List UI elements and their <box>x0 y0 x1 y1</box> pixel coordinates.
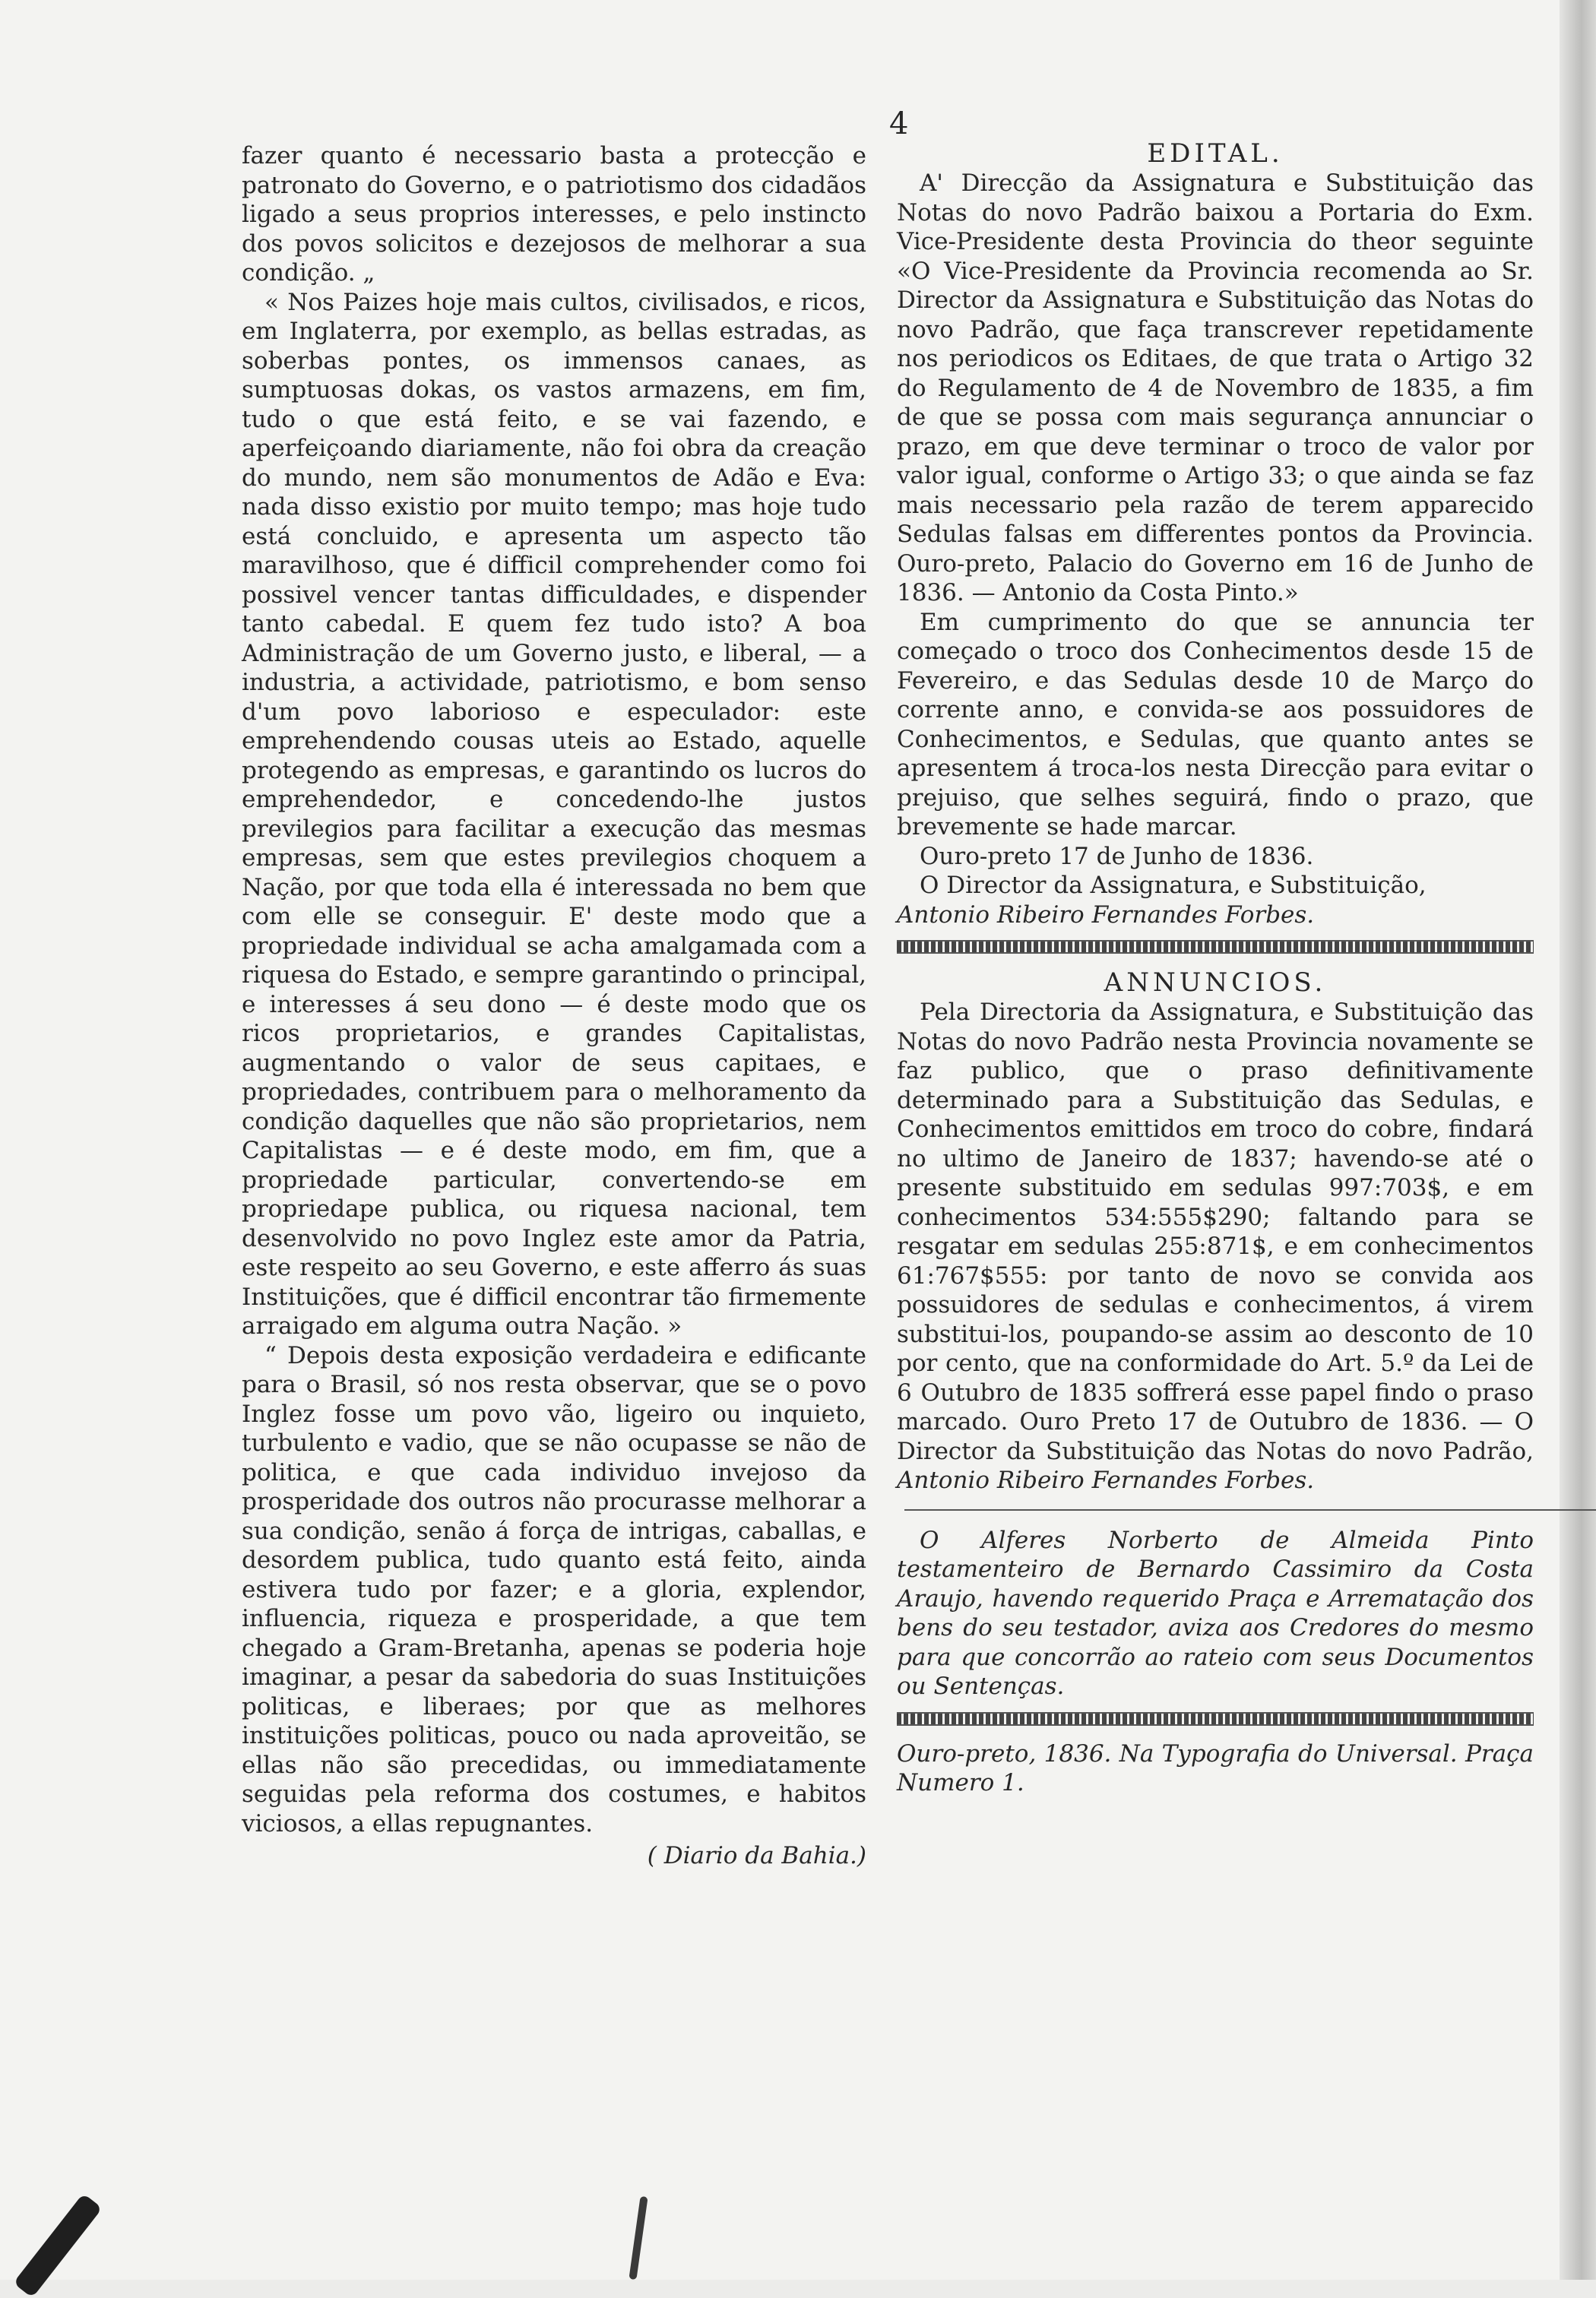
printer-imprint: Ouro-preto, 1836. Na Typografia do Universal. Praça Numero 1. <box>897 1739 1534 1796</box>
pen-tip-artifact <box>13 2193 103 2298</box>
page-number: 4 <box>889 106 909 141</box>
edital-signer-title: O Director da Assignatura, e Substituição, <box>920 872 1427 899</box>
imprint-divider <box>897 1712 1534 1726</box>
article-paragraph: « Nos Paizes hoje mais cultos, civilisados, e ricos, em Inglaterra, por exemplo, as bellas estradas, as soberbas pontes, os immensos canaes, as sumptuosas dokas, os vastos armazens, em fim, tudo o que está feito, e se vai fazendo, e aperfeiçoando diariamente, não foi obra da creação do mundo, nem são monumentos de Adão e Eva: nada disso existio por muito tempo; mas hoje tudo está concluido, e apresenta um aspecto tão maravilhoso, que é difficil comprehender como foi possivel vencer tantas difficuldades, e dispender tanto cabedal. E quem fez tudo isto? A boa Administração de um Governo justo, e liberal, — a industria, a actividade, patriotismo, e bom senso d'um povo laborioso e especulador: este emprehendendo cousas uteis ao Estado, aquelle protegendo as empresas, e garantindo os lucros do emprehendedor, e concedendo-lhe justos previlegios para facilitar a execução das mesmas empresas, sem que estes previlegios choquem a Nação, por que toda ella é interessada no bem que com elle se conseguir. E' deste modo que a propriedade individual se acha amalgamada com a riquesa do Estado, e sempre garantindo o principal, e interesses á seu dono — é deste modo que os ricos proprietarios, e grandes Capitalistas, augmentando o valor de seus capitaes, e propriedades, contribuem para o melhoramento da condição daquelles que não são proprietarios, nem Capitalistas — e é deste modo, em fim, que a propriedade particular, convertendo-se em propriedape publica, ou riquesa nacional, tem desenvolvido no povo Inglez este amor da Patria, este respeito ao seu Governo, e este afferro ás suas Instituições, que é difficil encontrar tão firmemente arraigado em alguma outra Nação. » <box>242 288 866 1340</box>
notice-divider <box>904 1509 1596 1511</box>
annuncio-body <box>897 998 1534 1496</box>
annuncio-signer: Antonio Ribeiro Fernandes Forbes. <box>897 1467 1315 1494</box>
article-paragraph: fazer quanto é necessario basta a protecção e patronato do Governo, e o patriotismo dos cidadãos ligado a seus proprios interesses, e pelo instincto dos povos solicitos e dezejosos de melhorar a sua condição. „ <box>242 142 866 286</box>
annuncios-heading: ANNUNCIOS. <box>1104 967 1327 998</box>
edital-heading: EDITAL. <box>1147 138 1284 169</box>
article-paragraph: “ Depois desta exposição verdadeira e edificante para o Brasil, só nos resta observar, que se o povo Inglez fosse um povo vão, ligeiro ou inquieto, turbulento e vadio, que se não ocupasse se não de politica, e que cada individuo invejoso da prosperidade dos outros não procurasse melhorar a sua condição, senão á força de intrigas, caballas, e desordem publica, tudo quanto está feito, ainda estivera tudo por fazer; e a gloria, explendor, influencia, riqueza e prosperidade, a que tem chegado a Gram-Bretanha, apenas se poderia hoje imaginar, a pesar da sabedoria do suas Instituições politicas, e liberaes; por que as melhores instituições politicas, pouco ou nada aproveitão, se ellas não são precedidas, ou immediatamente seguidas pela reforma dos costumes, e habitos viciosos, a ellas repugnantes. <box>242 1341 866 1837</box>
edital-signer-name: Antonio Ribeiro Fernandes Forbes. <box>897 901 1315 929</box>
notice-testamenteiro: O Alferes Norberto de Almeida Pinto testamenteiro de Bernardo Cassimiro da Costa Araujo, havendo requerido Praça e Arrematação dos bens do seu testador, aviza aos Credores do mesmo para que concorrão ao rateio com seus Documentos ou Sentenças. <box>897 1526 1534 1700</box>
ink-mark <box>629 2196 648 2280</box>
section-divider <box>897 940 1534 954</box>
article-source: ( Diario da Bahia.) <box>647 1842 866 1869</box>
left-column <box>242 141 866 1871</box>
right-column <box>897 138 1534 1798</box>
edital-body: A' Direcção da Assignatura e Substituição das Notas do novo Padrão baixou a Portaria do Exm. Vice-Presidente desta Provincia do theor seguinte «O Vice-Presidente da Provincia recomenda ao Sr. Director da Assignatura e Substituição das Notas do novo Padrão, que faça transcrever repetidamente nos periodicos os Editaes, de que trata o Artigo 32 do Regulamento de 4 de Novembro de 1835, a fim de que se possa com mais segurança annunciar o prazo, em que deve terminar o troco de valor por valor igual, conforme o Artigo 33; o que ainda se faz mais necessario pela razão de terem apparecido Sedulas falsas em differentes pontos da Provincia. Ouro-preto, Palacio do Governo em 16 de Junho de 1836. — Antonio da Costa Pinto.» <box>897 169 1534 606</box>
page-edge-shadow <box>1560 0 1596 2280</box>
annuncio-text: Pela Directoria da Assignatura, e Substituição das Notas do novo Padrão nesta Provincia novamente se faz publico, que o praso definitivamente determinado para a Substituição das Sedulas, e Conhecimentos emittidos em troco do cobre, findará no ultimo de Janeiro de 1837; havendo-se até o presente substituido em sedulas 997:703$, e em conhecimentos 534:555$290; faltando para se resgatar em sedulas 255:871$, e em conhecimentos 61:767$555: por tanto de novo se convida aos possuidores de sedulas e conhecimentos, á virem substitui-los, poupando-se assim ao desconto de 10 por cento, que na conformidade do Art. 5.º da Lei de 6 Outubro de 1835 soffrerá esse papel findo o praso marcado. Ouro Preto 17 de Outubro de 1836. — O Director da Substituição das Notas do novo Padrão, <box>897 999 1534 1465</box>
edital-date: Ouro-preto 17 de Junho de 1836. <box>920 842 1314 870</box>
edital-body-2: Em cumprimento do que se annuncia ter começado o troco dos Conhecimentos desde 15 de Fevereiro, e das Sedulas desde 10 de Março do corrente anno, e convida-se aos possuidores de Conhecimentos, e Sedulas, que quanto antes se apresentem á troca-los nesta Direcção para evitar o prejuiso, que selhes seguirá, findo o prazo, que brevemente se hade marcar. <box>897 608 1534 840</box>
